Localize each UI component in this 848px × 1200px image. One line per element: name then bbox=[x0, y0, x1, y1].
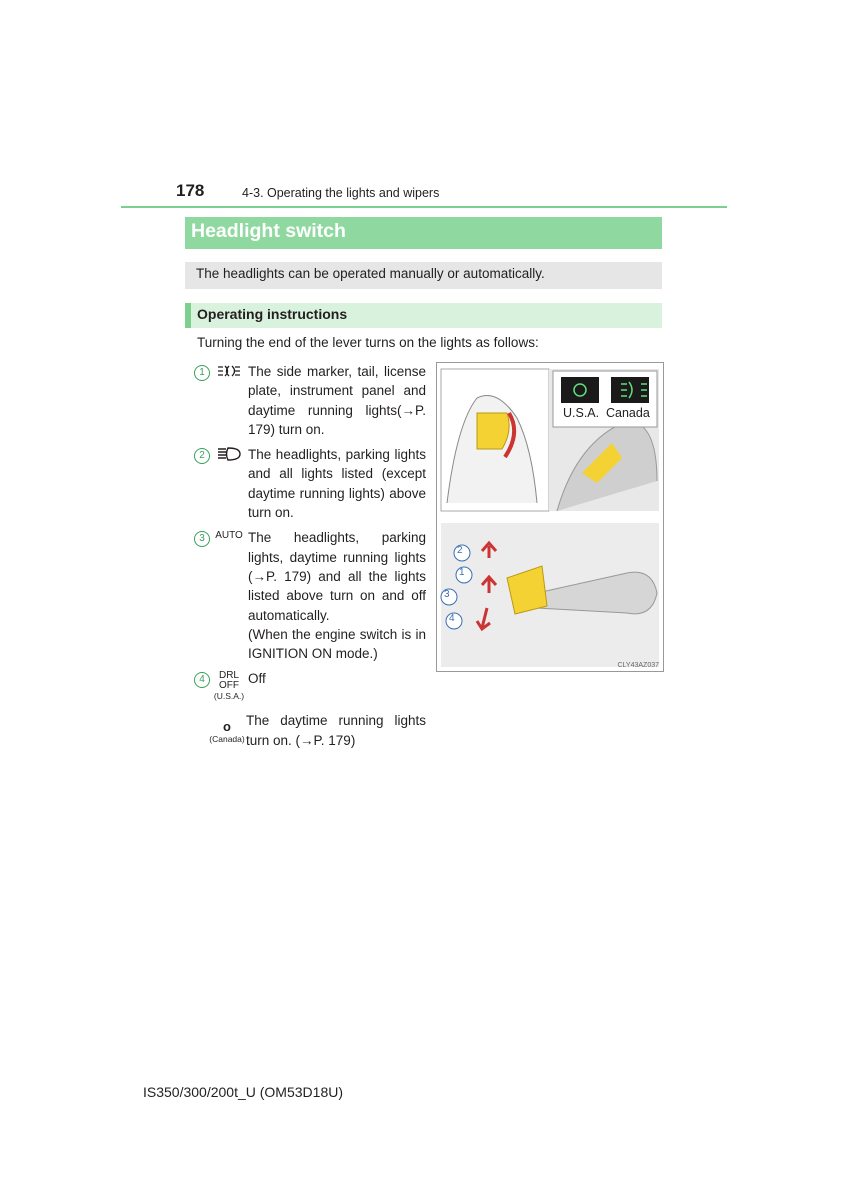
item-number: 2 bbox=[194, 448, 210, 464]
side-marker-light-icon bbox=[210, 362, 248, 439]
canada-label: Canada bbox=[606, 406, 650, 420]
list-item bbox=[194, 669, 426, 701]
list-item bbox=[194, 445, 426, 522]
drl-label: DRL bbox=[218, 670, 239, 682]
page-number: 178 bbox=[176, 181, 205, 200]
list-item bbox=[194, 711, 426, 750]
headlight-icon bbox=[210, 445, 248, 522]
intro-box bbox=[185, 262, 662, 289]
region-note: (U.S.A.) bbox=[213, 691, 245, 702]
callout-3: 3 bbox=[444, 589, 450, 600]
item-number: 1 bbox=[194, 365, 210, 381]
auto-label: AUTO bbox=[215, 530, 243, 542]
drl-off-icon bbox=[210, 669, 248, 701]
callout-4: 4 bbox=[449, 613, 455, 624]
item-text: The headlights, parking lights and all lights listed (except daytime running lights) above turn on. bbox=[248, 447, 426, 521]
drl-canada-icon bbox=[208, 711, 246, 750]
lever-illustration bbox=[436, 362, 664, 672]
list-item bbox=[194, 528, 426, 663]
item-text: The headlights, parking lights, daytime running lights (→P. 179) and all the lights listed above turn on and off automatically. (When the engine switch is in IGNITION ON mode.) bbox=[248, 530, 426, 662]
footer-model: IS350/300/200t_U (OM53D18U) bbox=[143, 1084, 343, 1100]
callout-1: 1 bbox=[459, 567, 465, 578]
subheading-bar bbox=[185, 303, 662, 328]
header-rule bbox=[121, 206, 727, 208]
section-path: 4-3. Operating the lights and wipers bbox=[242, 186, 440, 200]
item-number: 4 bbox=[194, 672, 210, 688]
item-text: The side marker, tail, license plate, instrument panel and daytime running lights(→P. 179) turn on. bbox=[248, 364, 426, 437]
intro-text: The headlights can be operated manually or automatically. bbox=[196, 266, 545, 281]
usa-label: U.S.A. bbox=[563, 406, 600, 420]
auto-icon bbox=[210, 528, 248, 663]
item-text: Off bbox=[248, 671, 266, 687]
subheading-accent bbox=[185, 303, 191, 328]
drl-circle-glyph: o bbox=[223, 718, 231, 734]
item-list bbox=[194, 362, 426, 756]
lead-text: Turning the end of the lever turns on the lights as follows: bbox=[197, 335, 539, 350]
figure-code: CLY43AZ037 bbox=[617, 662, 659, 669]
item-text: The daytime running lights turn on. (→P. 179) bbox=[246, 713, 426, 748]
subheading: Operating instructions bbox=[197, 306, 348, 322]
title-bar bbox=[185, 217, 662, 249]
item-number: 3 bbox=[194, 531, 210, 547]
list-item bbox=[194, 362, 426, 439]
callout-2: 2 bbox=[457, 545, 463, 556]
region-note: (Canada) bbox=[209, 733, 245, 744]
page-title: Headlight switch bbox=[191, 220, 346, 242]
off-label: OFF bbox=[219, 680, 239, 692]
